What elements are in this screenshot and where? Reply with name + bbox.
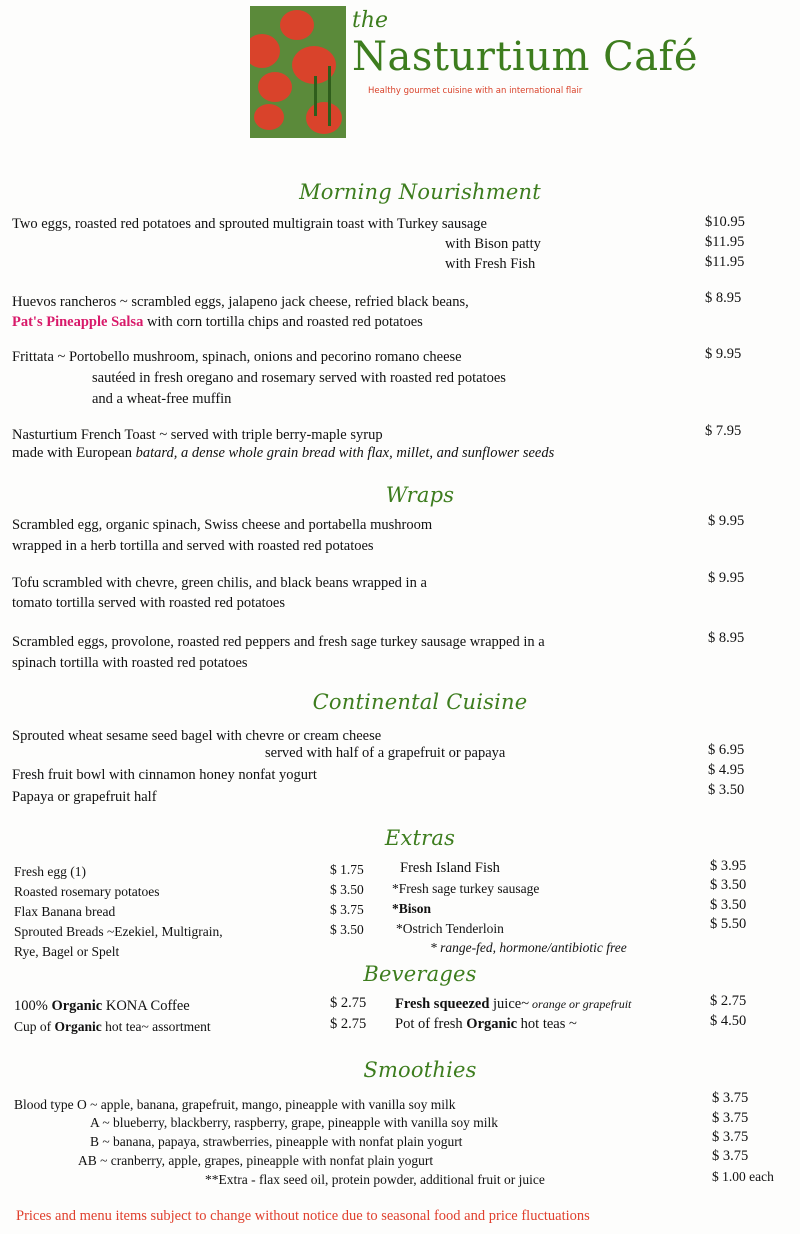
eggs-price-2: $11.95 <box>705 234 745 250</box>
section-morning: Morning Nourishment <box>299 180 541 204</box>
huevos-price: $ 8.95 <box>705 290 742 306</box>
extra-left-4: Sprouted Breads ~Ezekiel, Multigrain, <box>14 924 223 939</box>
eggs-line1: Two eggs, roasted red potatoes and sprouted multigrain toast with Turkey sausage <box>12 216 487 232</box>
bev-tea-pre: Cup of <box>14 1019 55 1034</box>
bev-kona-pre: 100% <box>14 998 52 1014</box>
extra-right-2: *Fresh sage turkey sausage <box>392 881 540 896</box>
wrap-1-line1: Scrambled egg, organic spinach, Swiss cheese and portabella mushroom <box>12 517 433 533</box>
extra-left-4-cont: Rye, Bagel or Spelt <box>14 944 120 959</box>
section-smoothies: Smoothies <box>363 1058 477 1082</box>
pineapple-salsa: Pat's Pineapple Salsa <box>12 314 144 330</box>
bev-pot <box>395 1015 577 1034</box>
smoothie-extra: **Extra - flax seed oil, protein powder, additional fruit or juice <box>205 1172 545 1187</box>
bev-juice-italic: orange or grapefruit <box>529 997 632 1011</box>
fruit-bowl: Fresh fruit bowl with cinnamon honey nonfat yogurt <box>12 767 317 783</box>
toast-line2-italic: batard, a dense whole grain bread with flax, millet, and sunflower seeds <box>135 445 555 461</box>
logo-image <box>250 6 346 138</box>
extra-left-1-price: $ 1.75 <box>330 862 364 877</box>
wrap-2-line1: Tofu scrambled with chevre, green chilis, and black beans wrapped in a <box>12 575 427 591</box>
smoothie-b: B ~ banana, papaya, strawberries, pineapple with nonfat plain yogurt <box>90 1134 463 1149</box>
fruit-bowl-price: $ 4.95 <box>708 762 745 778</box>
bev-tea <box>14 1018 211 1036</box>
bev-pot-organic: Organic <box>466 1016 518 1032</box>
smoothie-b-price: $ 3.75 <box>712 1129 749 1145</box>
smoothie-ab: AB ~ cranberry, apple, grapes, pineapple with nonfat plain yogurt <box>78 1153 434 1168</box>
extra-left-3-price: $ 3.75 <box>330 902 364 917</box>
extra-right-3-price: $ 3.50 <box>710 897 747 913</box>
frittata-line3: and a wheat-free muffin <box>92 391 232 407</box>
extras-note: * range-fed, hormone/antibiotic free <box>430 940 627 955</box>
extra-right-2-price: $ 3.50 <box>710 877 747 893</box>
bagel-line1: Sprouted wheat sesame seed bagel with chevre or cream cheese <box>12 728 382 744</box>
huevos-line2-text: with corn tortilla chips and roasted red potatoes <box>143 314 423 330</box>
eggs-price-3: $11.95 <box>705 254 745 270</box>
frittata-line1: Frittata ~ Portobello mushroom, spinach, onions and pecorino romano cheese <box>12 349 462 365</box>
extra-left-1: Fresh egg (1) <box>14 864 86 879</box>
eggs-line2: with Bison patty <box>445 236 541 252</box>
eggs-price-1: $10.95 <box>705 214 745 230</box>
wrap-2-price: $ 9.95 <box>708 570 745 586</box>
eggs-line3: with Fresh Fish <box>445 256 536 272</box>
wrap-1-price: $ 9.95 <box>708 513 745 529</box>
extra-left-2-price: $ 3.50 <box>330 882 364 897</box>
bev-juice-post: juice~ <box>489 996 530 1012</box>
bev-pot-pre: Pot of fresh <box>395 1016 467 1032</box>
price-notice: Prices and menu items subject to change without notice due to seasonal food and price fluctuations <box>16 1208 590 1224</box>
bev-juice <box>395 995 631 1014</box>
bev-kona <box>14 997 190 1016</box>
extra-left-4-price: $ 3.50 <box>330 922 364 937</box>
smoothie-o: Blood type O ~ apple, banana, grapefruit, mango, pineapple with vanilla soy milk <box>14 1097 456 1112</box>
wrap-3-line2: spinach tortilla with roasted red potatoes <box>12 655 248 671</box>
bev-kona-organic: Organic <box>51 998 103 1014</box>
bagel-line2: served with half of a grapefruit or papaya <box>265 745 506 761</box>
extra-right-4-price: $ 5.50 <box>710 916 747 932</box>
bagel-price: $ 6.95 <box>708 742 745 758</box>
extra-right-3: *Bison <box>392 901 432 916</box>
bev-kona-price: $ 2.75 <box>330 995 367 1011</box>
wrap-1-line2: wrapped in a herb tortilla and served with roasted red potatoes <box>12 538 374 554</box>
bev-juice-bold: Fresh squeezed <box>395 996 490 1012</box>
section-continental: Continental Cuisine <box>312 690 528 714</box>
extra-right-4: *Ostrich Tenderloin <box>396 921 504 936</box>
smoothie-a: A ~ blueberry, blackberry, raspberry, grape, pineapple with vanilla soy milk <box>90 1115 499 1130</box>
bev-juice-price: $ 2.75 <box>710 993 747 1009</box>
smoothie-extra-price: $ 1.00 each <box>712 1169 774 1184</box>
bev-pot-post: hot teas ~ <box>517 1016 577 1032</box>
section-extras: Extras <box>384 826 456 850</box>
smoothie-o-price: $ 3.75 <box>712 1090 749 1106</box>
section-beverages: Beverages <box>363 962 477 986</box>
wrap-2-line2: tomato tortilla served with roasted red potatoes <box>12 595 286 611</box>
bev-kona-post: KONA Coffee <box>102 998 190 1014</box>
huevos-line1: Huevos rancheros ~ scrambled eggs, jalapeno jack cheese, refried black beans, <box>12 294 469 310</box>
huevos-line2 <box>12 313 423 332</box>
frittata-price: $ 9.95 <box>705 346 742 362</box>
bev-pot-price: $ 4.50 <box>710 1013 747 1029</box>
extra-right-1: Fresh Island Fish <box>400 860 500 876</box>
smoothie-a-price: $ 3.75 <box>712 1110 749 1126</box>
extra-left-3: Flax Banana bread <box>14 904 116 919</box>
section-wraps: Wraps <box>385 483 455 507</box>
extra-right-1-price: $ 3.95 <box>710 858 747 874</box>
wrap-3-line1: Scrambled eggs, provolone, roasted red peppers and fresh sage turkey sausage wrapped in a <box>12 634 545 650</box>
toast-line1: Nasturtium French Toast ~ served with triple berry-maple syrup <box>12 427 383 443</box>
papaya: Papaya or grapefruit half <box>12 789 157 805</box>
bev-tea-post: hot tea~ assortment <box>101 1019 211 1034</box>
toast-line2-text: made with European <box>12 445 136 461</box>
bev-tea-price: $ 2.75 <box>330 1016 367 1032</box>
papaya-price: $ 3.50 <box>708 782 745 798</box>
brand-tagline: Healthy gourmet cuisine with an international flair <box>368 86 583 96</box>
frittata-line2: sautéed in fresh oregano and rosemary served with roasted red potatoes <box>92 370 506 386</box>
brand-name: Nasturtium Café <box>352 34 699 80</box>
bev-tea-organic: Organic <box>54 1019 102 1034</box>
toast-line2 <box>12 444 554 463</box>
wrap-3-price: $ 8.95 <box>708 630 745 646</box>
toast-price: $ 7.95 <box>705 423 742 439</box>
extra-left-2: Roasted rosemary potatoes <box>14 884 160 899</box>
brand-the: the <box>352 8 389 33</box>
smoothie-ab-price: $ 3.75 <box>712 1148 749 1164</box>
